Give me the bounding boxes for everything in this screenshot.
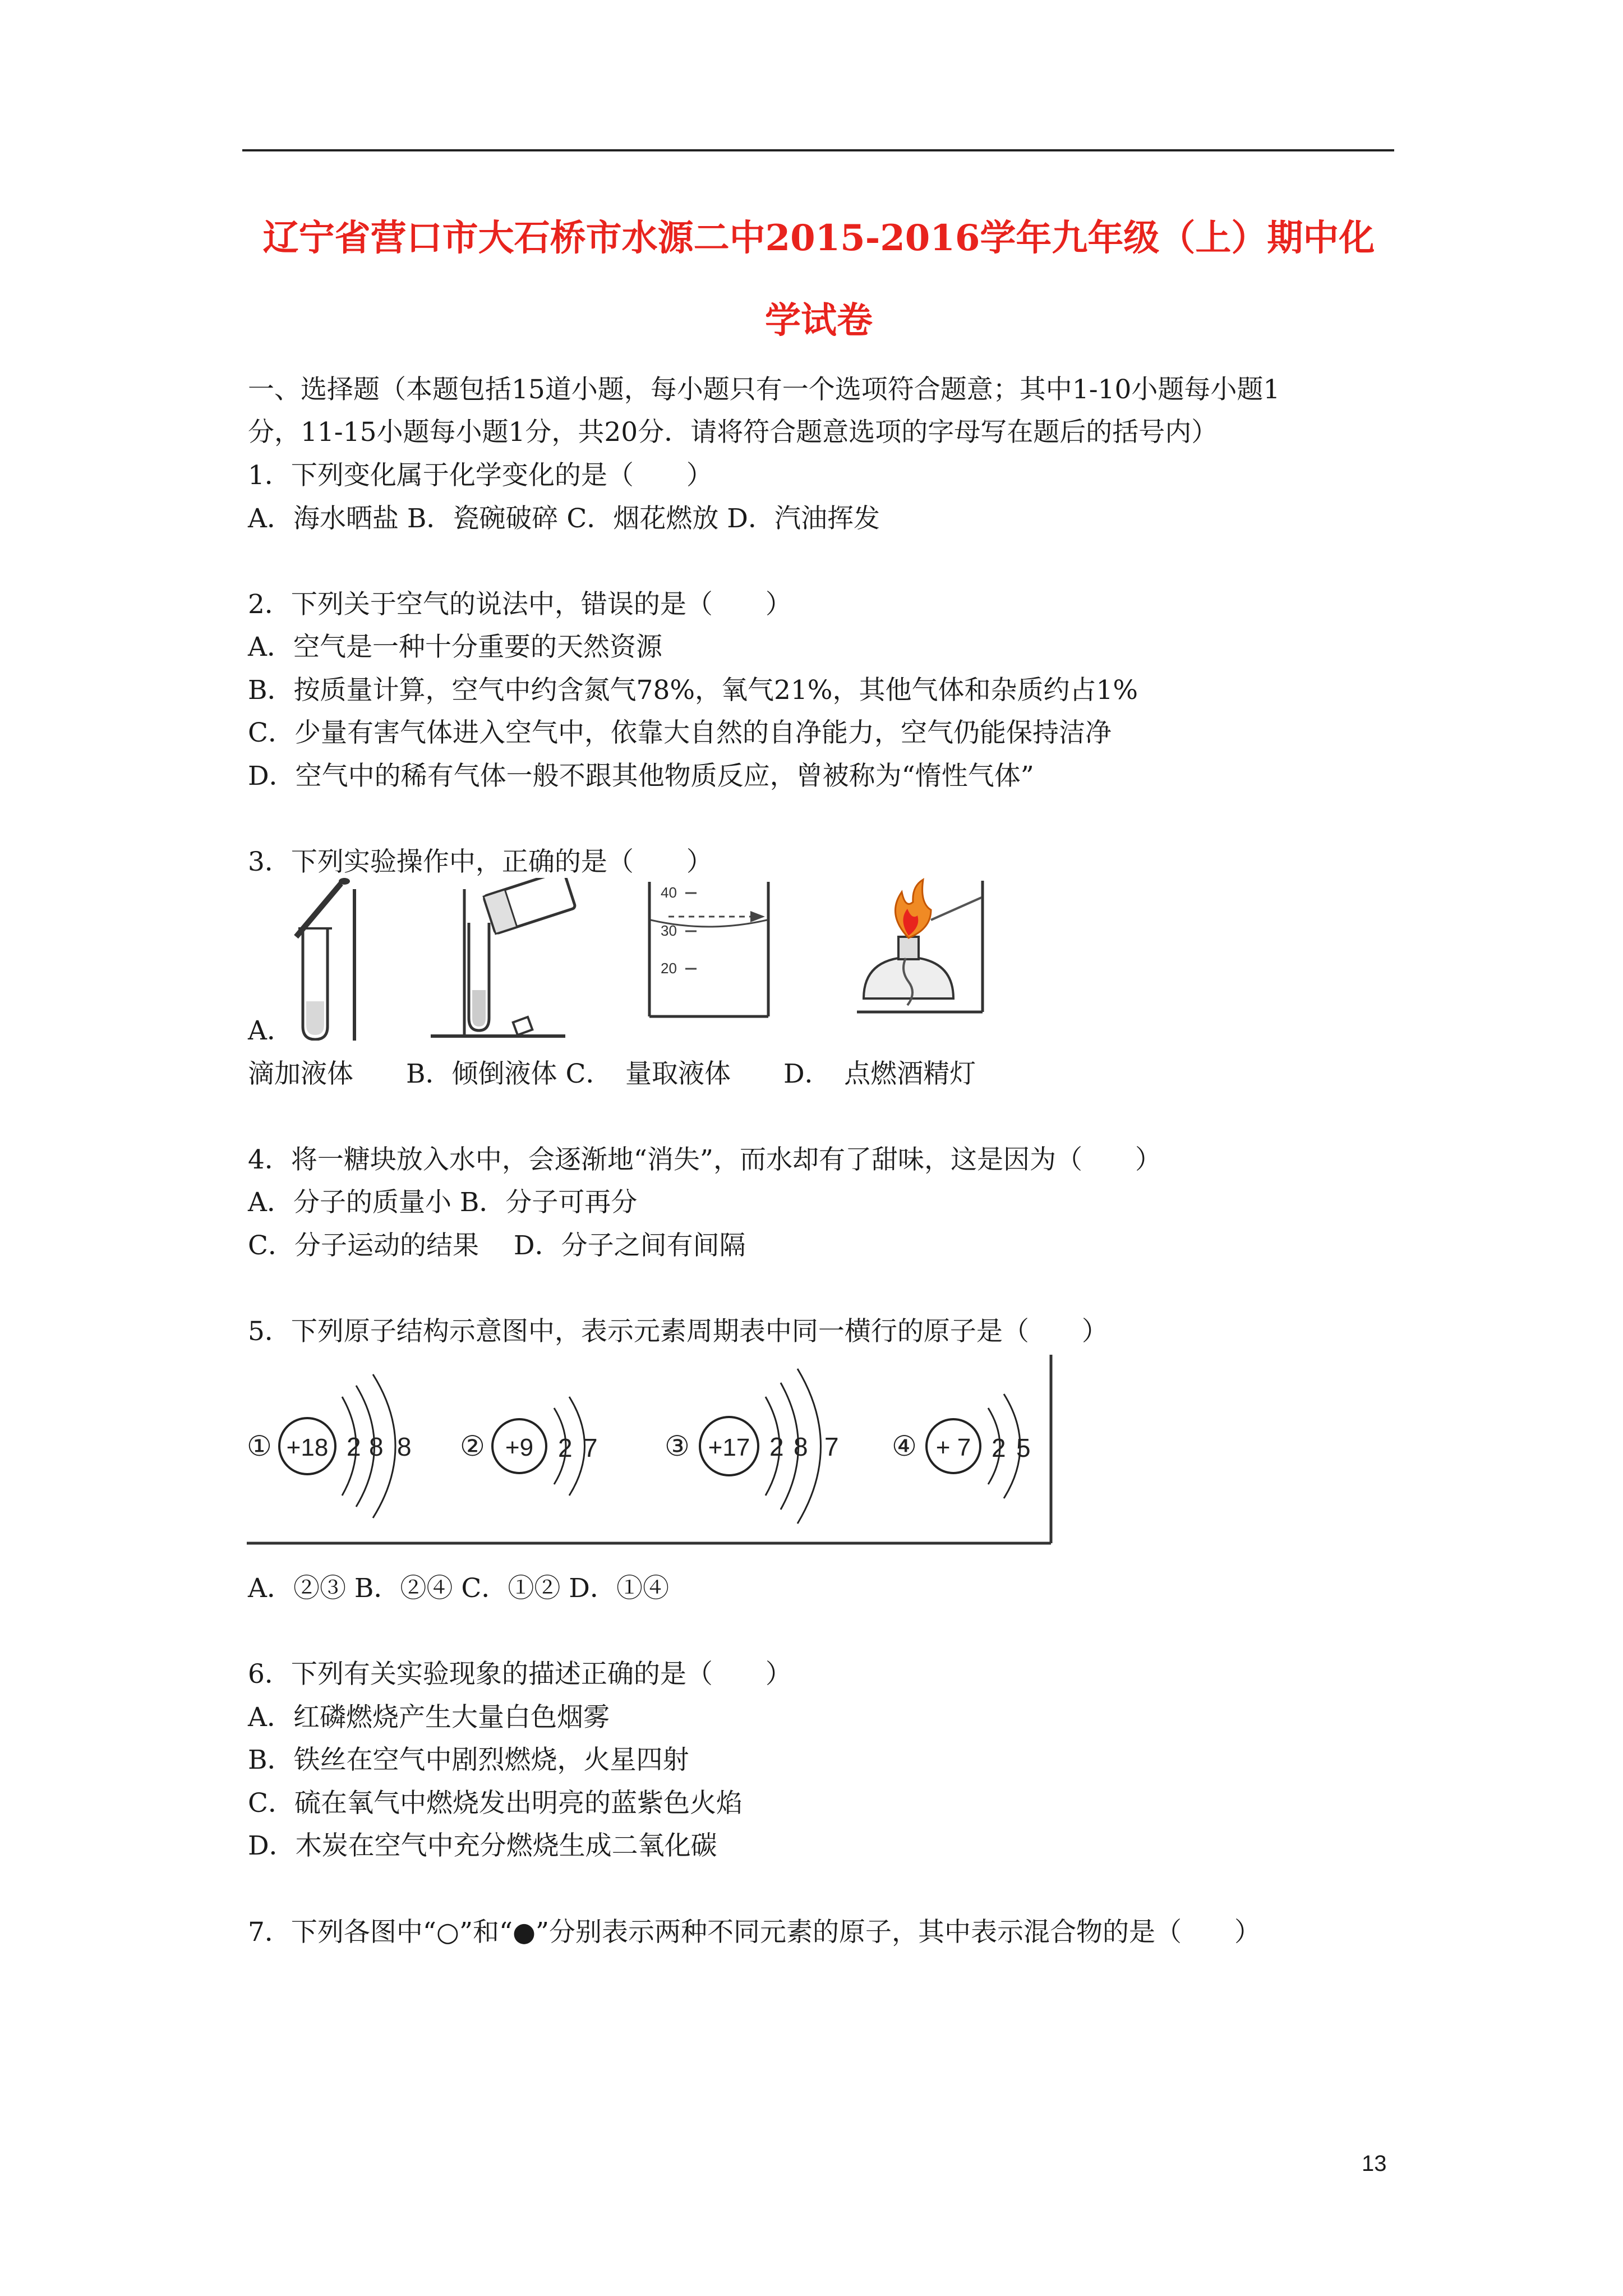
atom-3-label: ③	[665, 1430, 690, 1462]
section-instructions-line2: 分，11-15小题每小题1分，共20分．请将符合题意选项的字母写在题后的括号内）	[248, 417, 1218, 448]
pouring-figure	[431, 878, 577, 1041]
atom-2-label: ②	[460, 1430, 485, 1462]
q6-option-c: C．硫在氧气中燃烧发出明亮的蓝紫色火焰	[248, 1788, 743, 1819]
q2-option-c: C．少量有害气体进入空气中，依靠大自然的自净能力，空气仍能保持洁净	[248, 717, 1112, 748]
q6-option-a: A．红磷燃烧产生大量白色烟雾	[248, 1702, 610, 1733]
atom-4-shell-1: 2	[992, 1433, 1006, 1462]
atom-3-shell-2: 8	[794, 1432, 808, 1461]
exam-title-line2: 学试卷	[765, 300, 873, 342]
q2-option-d: D．空气中的稀有气体一般不跟其他物质反应，曾被称为“惰性气体”	[248, 761, 1034, 792]
q6-stem: 6．下列有关实验现象的描述正确的是（ ）	[248, 1659, 792, 1690]
atom-1-shell-2: 8	[369, 1432, 384, 1461]
section-instructions-line1: 一、选择题（本题包括15道小题，每小题只有一个选项符合题意；其中1-10小题每小题1	[248, 374, 1280, 405]
atom-3-shell-3: 7	[824, 1432, 839, 1461]
atom-4-label: ④	[892, 1430, 917, 1462]
q2-stem: 2．下列关于空气的说法中，错误的是（ ）	[248, 589, 792, 620]
q3-captions: 滴加液体 B．倾倒液体 C． 量取液体 D． 点燃酒精灯	[248, 1059, 976, 1089]
q1-options: A．海水晒盐 B．瓷碗破碎 C．烟花燃放 D．汽油挥发	[248, 503, 880, 534]
atom-1-shell-3: 8	[397, 1432, 412, 1461]
atom-1-nucleus: +18	[286, 1434, 329, 1461]
page-number: 13	[1362, 2151, 1387, 2176]
q3-option-a-letter: A．	[248, 1015, 293, 1046]
q1-stem: 1．下列变化属于化学变化的是（ ）	[248, 460, 713, 491]
atom-4-nucleus: + 7	[935, 1434, 971, 1461]
q4-options-ab: A．分子的质量小 B．分子可再分	[248, 1187, 638, 1218]
cylinder-tick-30: 30	[661, 922, 677, 939]
q4-stem: 4．将一糖块放入水中，会逐渐地“消失”，而水却有了甜味，这是因为（ ）	[248, 1144, 1161, 1175]
graduated-cylinder-figure	[646, 882, 781, 1022]
atom-2-nucleus: +9	[505, 1434, 534, 1461]
alcohol-lamp-figure	[847, 875, 993, 1015]
atom-3	[665, 1369, 839, 1524]
atom-4	[892, 1394, 1031, 1498]
atom-4-shell-2: 5	[1016, 1433, 1031, 1462]
q6-option-d: D．木炭在空气中充分燃烧生成二氧化碳	[248, 1830, 717, 1861]
q2-option-a: A．空气是一种十分重要的天然资源	[248, 632, 662, 662]
dropper-figure	[292, 878, 359, 1041]
cylinder-tick-20: 20	[661, 960, 677, 977]
atom-2-shell-1: 2	[558, 1433, 573, 1462]
q5-options: A．②③ B．②④ C．①② D．①④	[248, 1573, 669, 1604]
atom-2	[460, 1397, 598, 1496]
atom-3-nucleus: +17	[708, 1434, 750, 1461]
q3-stem: 3．下列实验操作中，正确的是（ ）	[248, 846, 713, 877]
q7-stem: 7．下列各图中“○”和“●”分别表示两种不同元素的原子，其中表示混合物的是（ ）	[248, 1917, 1261, 1948]
header-rule	[242, 149, 1394, 151]
q2-option-b: B．按质量计算，空气中约含氮气78%，氧气21%，其他气体和杂质约占1%	[248, 675, 1138, 706]
atom-structure-diagram	[247, 1355, 1054, 1545]
atom-1-shell-1: 2	[347, 1432, 361, 1461]
cylinder-tick-40: 40	[661, 884, 677, 901]
exam-title-line1: 辽宁省营口市大石桥市水源二中2015-2016学年九年级（上）期中化	[262, 217, 1375, 259]
atom-1-label: ①	[247, 1430, 272, 1462]
atom-3-shell-1: 2	[769, 1432, 784, 1461]
q4-options-cd: C．分子运动的结果 D．分子之间有间隔	[248, 1230, 746, 1261]
q6-option-b: B．铁丝在空气中剧烈燃烧，火星四射	[248, 1745, 689, 1775]
atom-1	[247, 1374, 412, 1518]
q5-stem: 5．下列原子结构示意图中，表示元素周期表中同一横行的原子是（ ）	[248, 1316, 1108, 1347]
atom-2-shell-2: 7	[583, 1433, 598, 1462]
